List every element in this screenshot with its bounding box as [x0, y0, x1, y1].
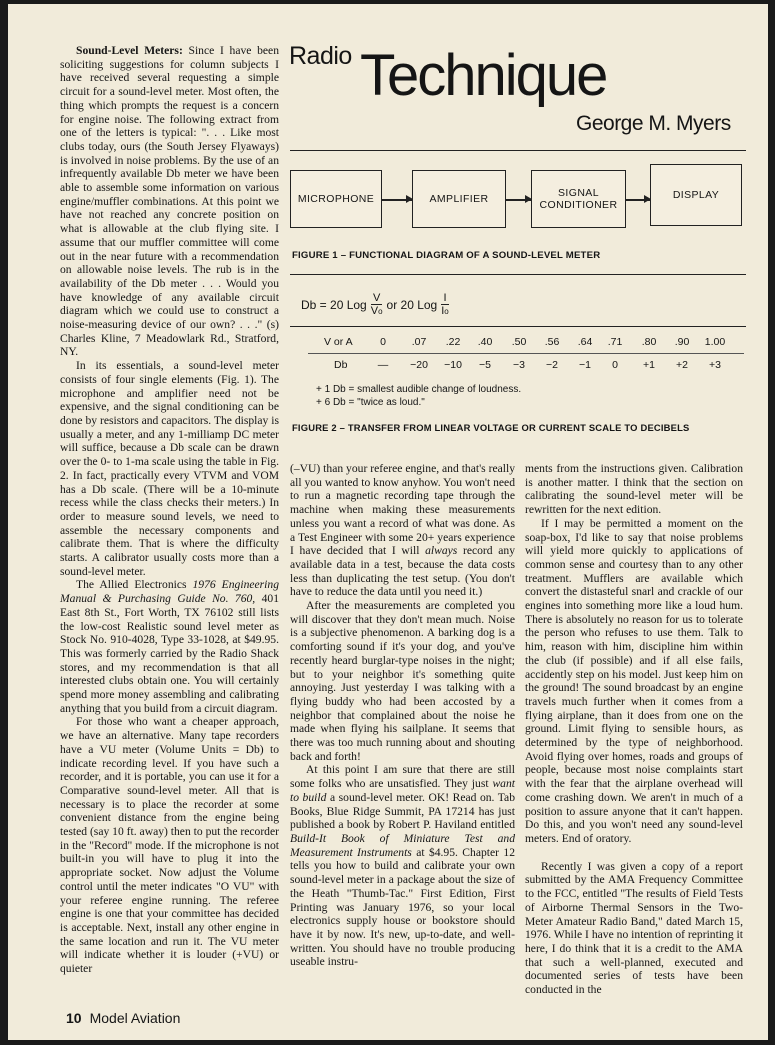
table-note-1: + 1 Db = smallest audible change of loudness. [316, 384, 522, 395]
table-note-2: + 6 Db = "twice as loud." [316, 397, 425, 408]
arrow-icon [506, 199, 531, 201]
section-heading: Sound-Level Meters: [76, 44, 183, 57]
block-signal-conditioner: SIGNAL CONDITIONER [531, 170, 626, 228]
magazine-page [8, 4, 768, 1040]
author-byline: George M. Myers [576, 112, 731, 135]
column-title-technique: Technique [360, 43, 607, 108]
figure1-caption: FIGURE 1 – FUNCTIONAL DIAGRAM OF A SOUND-LEVEL METER [292, 250, 601, 261]
page-footer [66, 1010, 180, 1026]
magazine-name: Model Aviation [89, 1010, 181, 1026]
table-row-divider [308, 353, 744, 354]
article-column-2: (–VU) than your referee engine, and that's really all you wanted to know anyhow. You won't need to run a magnetic recording tape through the machine when making these measurements unless you want a record of what was done. As a Test Engineer with some 20+ years experience I have decided that I will always record any available data in a test, because the data costs less than duplicating the test setup. (You don't have to reduce the data until you need it.) After the measurements are completed you will discover that they don't mean much. Noise is a subjective phenomenon. A barking dog is a comforting sound if it's your dog, and you've recently heard burglar-type noises in the night; but to your neighbor it's something quite annoying. Just yesterday I was talking with a flying buddy who had been accosted by a neighbor that complained about the noise he made when flying his sailplane. It seems that there was too much running about and shouting back and forth! At this point I am sure that there are still some folks who are unsatisfied. They just want to build a sound-level meter. OK! Read on. Tab Books, Blue Ridge Summit, PA 17214 has just published a book by Robert P. Haviland entitled Build-It Book of Miniature Test and Measurement Instruments at $4.95. Chapter 12 tells you how to build and calibrate your own sound-level meter in a package about the size of the Heath "Thumb-Tac." First Edition, First Printing was January 1976, so your local electronics supply house or bookstore should have it by now. It's new, up-to-date, and well-written. You should have no trouble producing useable instru- [290, 462, 516, 969]
page-number: 10 [66, 1010, 82, 1026]
table-rule [290, 326, 746, 327]
current-ratio: $\frac{I}{Io}$ [441, 292, 449, 317]
figure2-caption: FIGURE 2 – TRANSFER FROM LINEAR VOLTAGE OR CURRENT SCALE TO DECIBELS [292, 422, 690, 433]
article-column-1: Sound-Level Meters: Since I have been soliciting suggestions for column subjects I have received several requesting a simple circuit for a sound-level meter. Most often, the thing which prompts the request is a concern for engine noise. The following extract from one of the letters is typical: ". . . Like most clubs today, ours (the South Jersey Flyaways) is involved in noise problems. By the use of an infrequently available Db meter we have been able to assemble some information on various engine/muffler combinations. At this point we have not reached any concrete position on what is allowable at the club flying site. I assume that our muffler committee will come out in the near future with a recommendation on allowable noise levels. The rub is in the availability of the Db meter . . . Would you have knowledge of any available circuit diagram which we could use to construct a noise-measuring device of our own? . . ." (s) Charles Kline, 7 Meadowlark Rd., Stratford, NY. In its essentials, a sound-level meter consists of four single elements (Fig. 1). The microphone and amplifier need not be expensive, and the signal conditioning can be done by resistors and capacitors. The display is usually a meter, and any 1-milliamp DC meter will suffice, because a Db scale can be drawn over the 0- to 1-ma scale using the table in Fig. 2. In fact, practically every VTVM and VOM has a Db scale. (There will be a 10-minute recess while the class checks their meters.) In order to measure sound levels, we need to assemble the necessary components and calibrate them. That is where the difficulty starts. A calibrator usually costs more than a sound-level meter. The Allied Electronics 1976 Engineering Manual & Purchasing Guide No. 760, 401 East 8th St., Fort Worth, TX 76102 still lists the low-cost Realistic sound level meter as Stock No. 910-4028, Type 33-1028, at $49.95. This was formerly carried by the Radio Shack stores, and my recommendation is that all interested clubs obtain one. You will certainly spend more money assembling and calibrating anything that you build from a circuit diagram. For those who want a cheaper approach, we have an alternative. Many tape recorders have a VU meter (Volume Units = Db) to indicate recording level. If you have such a recorder, and it is portable, you can use it for a Comparative sound-level meter. All that is necessary is to place the recorder at some convenient distance from the engine being tested (say 10 ft. away) then to put the recorder in the "Record" mode. If the microphone is not built-in you will have to plug it into the appropriate socket. Now adjust the Volume control until the meter indicates "O VU" with your referee engine running. The referee engine is one that your committee has decided is acceptable. Next, install any other engine in the same location and run it. The VU meter will indicate whether it is louder (+VU) or quieter [60, 44, 279, 976]
figure1-top-rule [290, 150, 746, 151]
decibel-formula: Db = 20 Log $\frac{V}{Vo}$ or 20 Log $\frac{I}{Io}$ [301, 292, 449, 317]
block-display: DISPLAY [650, 164, 742, 226]
table-row-v-or-a: V or A 0 .07 .22 .40 .50 .56 .64 .71 .80 .90 1.00 [324, 336, 726, 348]
article-column-3: ments from the instructions given. Calibration is another matter. I think that the section on calibrating the sound-level meter will be rewritten for the next edition. If I may be permitted a moment on the soap-box, I'd like to say that noise problems will yield more quickly to applications of common sense and courtesy than to any other treatment. Mufflers are available which convert the distasteful snarl and crackle of our engines into something more like a loud hum. There is absolutely no reason for us to tolerate the person who refuses to use them. Talk to him, reason with him, discipline him within the club (if possible) and if all else fails, accidently step on his model. Just keep him on the ground! The sound broadcast by an engine travels much further when it comes from a flying airplane, than it does from one on the ground. Limit flying to sensible hours, as determined by the type of neighborhood. Avoid flying over homes, roads and groups of people, because most noise complaints start with the fear that the airplane overhead will come crashing down. We aren't in much of a position to assure anyone that it can't happen. Do this, and you won't need any sound-level meters. End of oratory. Recently I was given a copy of a report submitted by the AMA Frequency Committee to the FCC, entitled "The results of Field Tests of Airborne Thermal Sensors in the Two-Meter Amateur Radio Band," dated March 15, 1976. While I have no intention of reprinting it here, I do think that it is a credit to the AMA that such a well-planned, executed and documented series of tests have been conducted in the [525, 462, 743, 997]
block-microphone: MICROPHONE [290, 170, 382, 228]
voltage-ratio: $\frac{V}{Vo}$ [370, 292, 383, 317]
column-title-radio: Radio [289, 42, 352, 70]
block-amplifier: AMPLIFIER [412, 170, 506, 228]
arrow-icon [382, 199, 412, 201]
figure2-top-rule [290, 274, 746, 275]
arrow-icon [626, 199, 650, 201]
table-row-db: Db — −20 −10 −5 −3 −2 −1 0 +1 +2 +3 [334, 359, 721, 371]
